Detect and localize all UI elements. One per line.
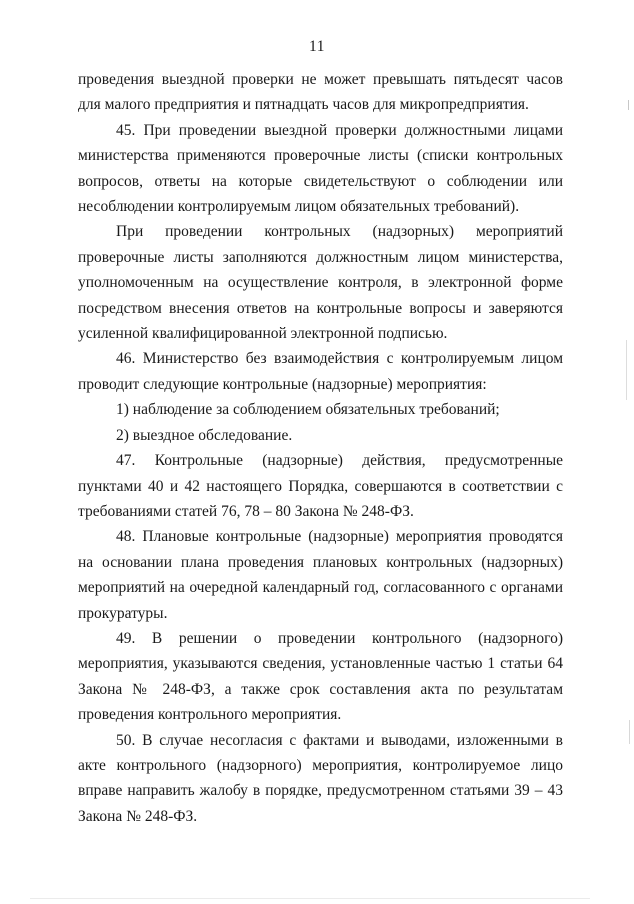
paragraph: проведения выездной проверки не может превышать пятьдесят часов для малого предприятия и пятнадцать часов для микропредприятия. — [78, 71, 563, 114]
paragraph-47: 47. Контрольные (надзорные) действия, предусмотренные пунктами 40 и 42 настоящего Порядка, совершаются в соответствии с требованиями статей 76, 78 – 80 Закона № 248-ФЗ. — [78, 452, 563, 520]
scan-artifact — [629, 720, 630, 744]
paragraph-46: 46. Министерство без взаимодействия с контролируемым лицом проводит следующие контрольные (надзорные) мероприятия: — [78, 350, 563, 393]
paragraph-49: 49. В решении о проведении контрольного (надзорного) мероприятия, указываются сведения, установленные частью 1 статьи 64 Закона № 248-ФЗ, а также срок составления акта по результатам проведения контрольного мероприятия. — [78, 629, 563, 724]
paragraph-48: 48. Плановые контрольные (надзорные) мероприятия проводятся на основании плана проведения плановых контрольных (надзорных) мероприятий на очередной календарный год, согласованного с органами прокуратуры. — [78, 528, 563, 622]
page-number: 11 — [309, 38, 325, 55]
scan-artifact — [30, 898, 590, 899]
scan-artifact — [628, 100, 629, 110]
list-item: 1) наблюдение за соблюдением обязательных требований; — [116, 401, 500, 419]
paragraph: При проведении контрольных (надзорных) мероприятий проверочные листы заполняются должностным лицом министерства, уполномоченным на осуществление контроля, в электронной форме посредством внесения ответов на контрольные вопросы и заверяются усиленной квалифицированной электронной подписью. — [78, 223, 563, 343]
scan-artifact — [626, 340, 627, 400]
paragraph-50: 50. В случае несогласия с фактами и выводами, изложенными в акте контрольного (надзорного) мероприятия, контролируемое лицо вправе направить жалобу в порядке, предусмотренном статьями 39 – 43 Закона № 248-ФЗ. — [78, 731, 563, 825]
list-item: 2) выездное обследование. — [116, 426, 293, 444]
paragraph-45: 45. При проведении выездной проверки должностными лицами министерства применяются проверочные листы (списки контрольных вопросов, ответы на которые свидетельствуют о соблюдении или несоблюдении контролируемым лицом обязательных требований). — [78, 121, 563, 216]
document-body — [78, 67, 563, 829]
